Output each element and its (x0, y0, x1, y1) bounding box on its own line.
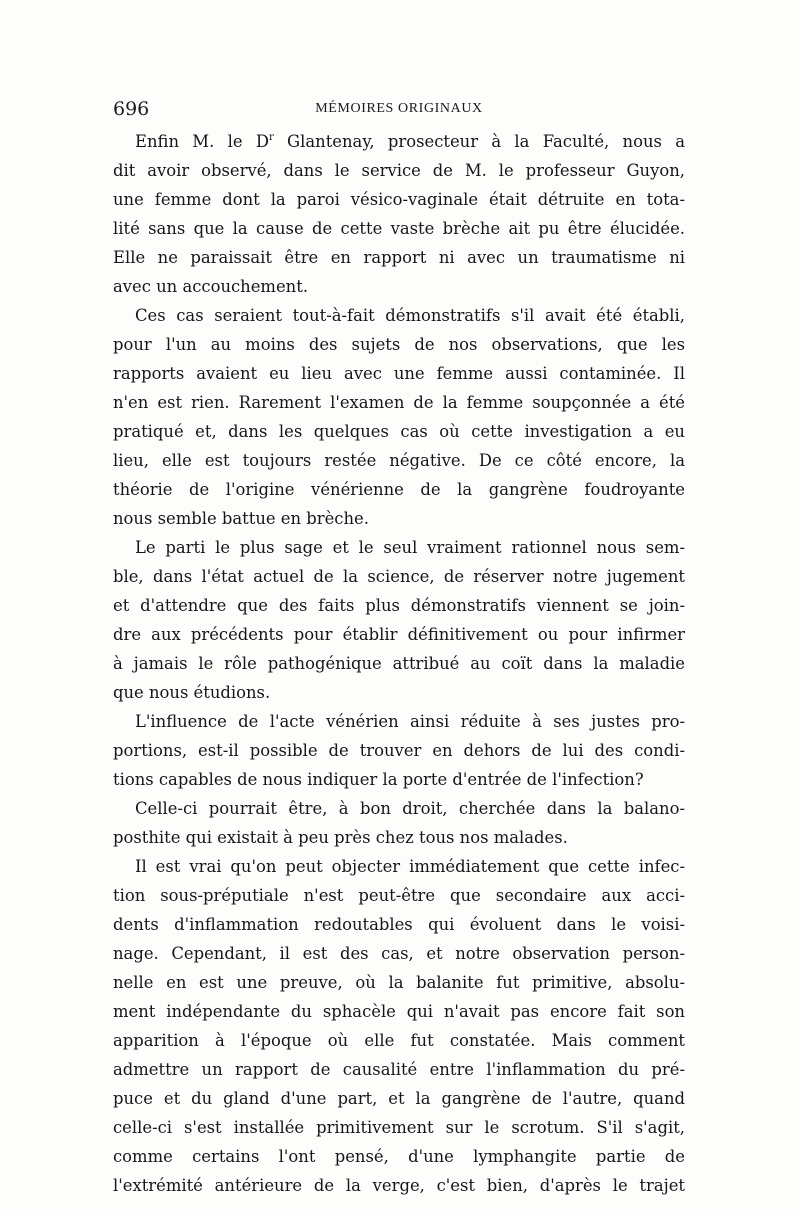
text-line: admettre un rapport de causalité entre l'inflammation du pré- (113, 1060, 685, 1079)
text-line: Elle ne paraissait être en rapport ni avec un traumatisme ni (113, 248, 685, 267)
text-line: ment indépendante du sphacèle qui n'avait pas encore fait son (113, 1002, 685, 1021)
page-header (113, 98, 685, 128)
text-line: nelle en est une preuve, où la balanite fut primitive, absolu- (113, 973, 685, 992)
text-line: Celle-ci pourrait être, à bon droit, cherchée dans la balano- (135, 799, 685, 818)
text-line: n'en est rien. Rarement l'examen de la femme soupçonnée a été (113, 393, 685, 412)
text-line: l'extrémité antérieure de la verge, c'est bien, d'après le trajet (113, 1176, 685, 1195)
text-line: ble, dans l'état actuel de la science, de réserver notre jugement (113, 567, 685, 586)
text-line: Enfin M. le $D^r$ Glantenay, prosecteur à la Faculté, nous a (135, 132, 685, 151)
text-line: tions capables de nous indiquer la porte d'entrée de l'infection? (113, 770, 644, 789)
text-line: dents d'inflammation redoutables qui évoluent dans le voisi- (113, 915, 685, 934)
paragraph (113, 127, 685, 301)
text-line: dre aux précédents pour établir définitivement ou pour infirmer (113, 625, 685, 644)
text-line: apparition à l'époque où elle fut constatée. Mais comment (113, 1031, 685, 1050)
text-line: Il est vrai qu'on peut objecter immédiatement que cette infec- (135, 857, 685, 876)
text-line: une femme dont la paroi vésico-vaginale était détruite en tota- (113, 190, 685, 209)
paragraph (113, 301, 685, 533)
text-line: théorie de l'origine vénérienne de la gangrène foudroyante (113, 480, 685, 499)
text-line: à jamais le rôle pathogénique attribué au coït dans la maladie (113, 654, 685, 673)
text-line: pour l'un au moins des sujets de nos observations, que les (113, 335, 685, 354)
body-text (113, 127, 685, 1200)
text-line: L'influence de l'acte vénérien ainsi réduite à ses justes pro- (135, 712, 685, 731)
text-line: lité sans que la cause de cette vaste brèche ait pu être élucidée. (113, 219, 685, 238)
text-line: Ces cas seraient tout-à-fait démonstratifs s'il avait été établi, (135, 306, 685, 325)
text-line: tion sous-préputiale n'est peut-être que secondaire aux acci- (113, 886, 685, 905)
text-line: puce et du gland d'une part, et la gangrène de l'autre, quand (113, 1089, 685, 1108)
paragraph (113, 794, 685, 852)
text-line: rapports avaient eu lieu avec une femme aussi contaminée. Il (113, 364, 685, 383)
paragraph (113, 707, 685, 794)
paragraph (113, 533, 685, 707)
text-line: Le parti le plus sage et le seul vraiment rationnel nous sem- (135, 538, 685, 557)
page-number: 696 (113, 98, 150, 120)
text-line: posthite qui existait à peu près chez tous nos malades. (113, 828, 568, 847)
text-line: avec un accouchement. (113, 277, 309, 296)
running-title: MÉMOIRES ORIGINAUX (315, 101, 483, 116)
text-line: nage. Cependant, il est des cas, et notre observation person- (113, 944, 685, 963)
text-line: comme certains l'ont pensé, d'une lymphangite partie de (113, 1147, 685, 1166)
text-line: et d'attendre que des faits plus démonstratifs viennent se join- (113, 596, 685, 615)
text-line: celle-ci s'est installée primitivement sur le scrotum. S'il s'agit, (113, 1118, 685, 1137)
text-line: nous semble battue en brèche. (113, 509, 369, 528)
text-line: que nous étudions. (113, 683, 271, 702)
text-line: portions, est-il possible de trouver en dehors de lui des condi- (113, 741, 685, 760)
text-line: pratiqué et, dans les quelques cas où cette investigation a eu (113, 422, 685, 441)
text-line: lieu, elle est toujours restée négative. De ce côté encore, la (113, 451, 685, 470)
text-line: dit avoir observé, dans le service de M. le professeur Guyon, (113, 161, 685, 180)
paragraph (113, 852, 685, 1200)
